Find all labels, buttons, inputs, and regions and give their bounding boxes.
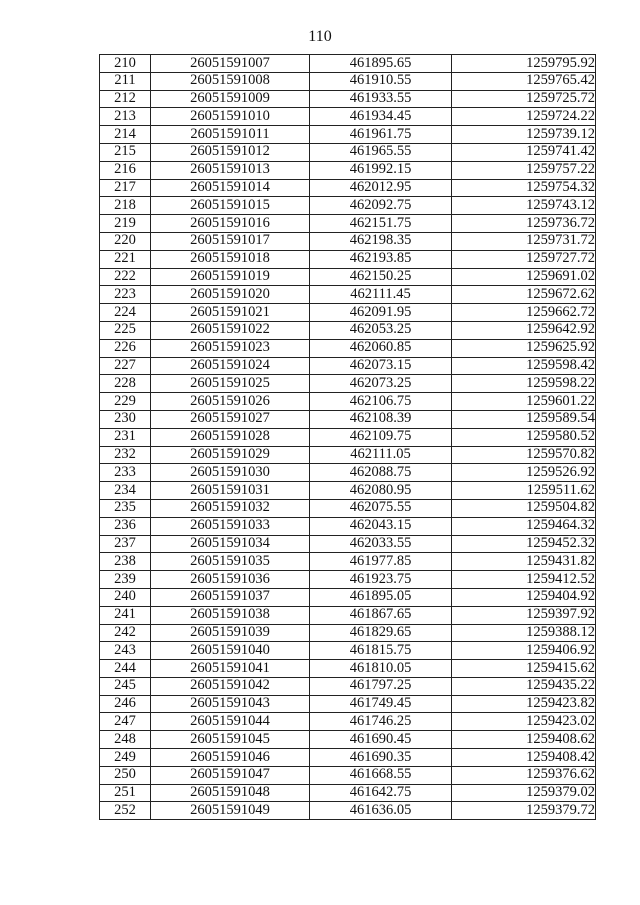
- y-coordinate-cell: 1259379.72: [452, 802, 596, 820]
- table-row: [100, 108, 596, 126]
- row-number-cell: 215: [100, 143, 151, 161]
- point-id-cell: 26051591015: [151, 197, 310, 215]
- x-coordinate-cell: 461690.45: [310, 731, 452, 749]
- table-row: [100, 802, 596, 820]
- table-row: [100, 713, 596, 731]
- y-coordinate-cell: 1259580.52: [452, 428, 596, 446]
- y-coordinate-cell: 1259625.92: [452, 339, 596, 357]
- table-row: [100, 126, 596, 144]
- table-row: [100, 571, 596, 589]
- x-coordinate-cell: 461815.75: [310, 642, 452, 660]
- table-row: [100, 695, 596, 713]
- x-coordinate-cell: 462111.05: [310, 446, 452, 464]
- point-id-cell: 26051591037: [151, 588, 310, 606]
- x-coordinate-cell: 461810.05: [310, 660, 452, 678]
- point-id-cell: 26051591039: [151, 624, 310, 642]
- x-coordinate-cell: 462088.75: [310, 464, 452, 482]
- table-row: [100, 268, 596, 286]
- row-number-cell: 217: [100, 179, 151, 197]
- table-row: [100, 339, 596, 357]
- point-id-cell: 26051591038: [151, 606, 310, 624]
- y-coordinate-cell: 1259435.22: [452, 677, 596, 695]
- point-id-cell: 26051591047: [151, 766, 310, 784]
- point-id-cell: 26051591030: [151, 464, 310, 482]
- point-id-cell: 26051591029: [151, 446, 310, 464]
- point-id-cell: 26051591013: [151, 161, 310, 179]
- row-number-cell: 248: [100, 731, 151, 749]
- y-coordinate-cell: 1259662.72: [452, 304, 596, 322]
- point-id-cell: 26051591033: [151, 517, 310, 535]
- row-number-cell: 227: [100, 357, 151, 375]
- point-id-cell: 26051591022: [151, 321, 310, 339]
- x-coordinate-cell: 462193.85: [310, 250, 452, 268]
- y-coordinate-cell: 1259376.62: [452, 766, 596, 784]
- y-coordinate-cell: 1259504.82: [452, 499, 596, 517]
- x-coordinate-cell: 461749.45: [310, 695, 452, 713]
- row-number-cell: 237: [100, 535, 151, 553]
- table-row: [100, 250, 596, 268]
- row-number-cell: 220: [100, 232, 151, 250]
- point-id-cell: 26051591007: [151, 55, 310, 73]
- point-id-cell: 26051591027: [151, 410, 310, 428]
- point-id-cell: 26051591035: [151, 553, 310, 571]
- row-number-cell: 223: [100, 286, 151, 304]
- y-coordinate-cell: 1259727.72: [452, 250, 596, 268]
- x-coordinate-cell: 461636.05: [310, 802, 452, 820]
- table-row: [100, 357, 596, 375]
- x-coordinate-cell: 462198.35: [310, 232, 452, 250]
- y-coordinate-cell: 1259598.22: [452, 375, 596, 393]
- x-coordinate-cell: 461965.55: [310, 143, 452, 161]
- x-coordinate-cell: 462012.95: [310, 179, 452, 197]
- row-number-cell: 243: [100, 642, 151, 660]
- row-number-cell: 224: [100, 304, 151, 322]
- table-row: [100, 606, 596, 624]
- y-coordinate-cell: 1259739.12: [452, 126, 596, 144]
- y-coordinate-cell: 1259464.32: [452, 517, 596, 535]
- y-coordinate-cell: 1259765.42: [452, 72, 596, 90]
- point-id-cell: 26051591036: [151, 571, 310, 589]
- table-row: [100, 588, 596, 606]
- table-row: [100, 624, 596, 642]
- y-coordinate-cell: 1259642.92: [452, 321, 596, 339]
- x-coordinate-cell: 461797.25: [310, 677, 452, 695]
- x-coordinate-cell: 462092.75: [310, 197, 452, 215]
- y-coordinate-cell: 1259795.92: [452, 55, 596, 73]
- table-row: [100, 410, 596, 428]
- table-row: [100, 553, 596, 571]
- y-coordinate-cell: 1259406.92: [452, 642, 596, 660]
- row-number-cell: 233: [100, 464, 151, 482]
- row-number-cell: 230: [100, 410, 151, 428]
- table-row: [100, 143, 596, 161]
- y-coordinate-cell: 1259408.42: [452, 749, 596, 767]
- x-coordinate-cell: 462150.25: [310, 268, 452, 286]
- table-row: [100, 428, 596, 446]
- y-coordinate-cell: 1259379.02: [452, 784, 596, 802]
- point-id-cell: 26051591023: [151, 339, 310, 357]
- x-coordinate-cell: 461746.25: [310, 713, 452, 731]
- point-id-cell: 26051591028: [151, 428, 310, 446]
- table-row: [100, 161, 596, 179]
- x-coordinate-cell: 462109.75: [310, 428, 452, 446]
- point-id-cell: 26051591042: [151, 677, 310, 695]
- row-number-cell: 218: [100, 197, 151, 215]
- point-id-cell: 26051591014: [151, 179, 310, 197]
- y-coordinate-cell: 1259757.22: [452, 161, 596, 179]
- x-coordinate-cell: 461829.65: [310, 624, 452, 642]
- x-coordinate-cell: 462053.25: [310, 321, 452, 339]
- table-row: [100, 784, 596, 802]
- table-row: [100, 446, 596, 464]
- table-row: [100, 464, 596, 482]
- point-id-cell: 26051591009: [151, 90, 310, 108]
- table-row: [100, 766, 596, 784]
- table-row: [100, 482, 596, 500]
- table-row: [100, 72, 596, 90]
- y-coordinate-cell: 1259404.92: [452, 588, 596, 606]
- point-id-cell: 26051591041: [151, 660, 310, 678]
- y-coordinate-cell: 1259672.62: [452, 286, 596, 304]
- x-coordinate-cell: 461992.15: [310, 161, 452, 179]
- table-body: [100, 55, 596, 820]
- point-id-cell: 26051591018: [151, 250, 310, 268]
- point-id-cell: 26051591045: [151, 731, 310, 749]
- row-number-cell: 252: [100, 802, 151, 820]
- x-coordinate-cell: 461867.65: [310, 606, 452, 624]
- coordinates-table: [99, 54, 596, 820]
- row-number-cell: 229: [100, 393, 151, 411]
- x-coordinate-cell: 462073.25: [310, 375, 452, 393]
- point-id-cell: 26051591020: [151, 286, 310, 304]
- x-coordinate-cell: 461977.85: [310, 553, 452, 571]
- x-coordinate-cell: 462075.55: [310, 499, 452, 517]
- table-row: [100, 499, 596, 517]
- x-coordinate-cell: 461961.75: [310, 126, 452, 144]
- row-number-cell: 240: [100, 588, 151, 606]
- row-number-cell: 225: [100, 321, 151, 339]
- x-coordinate-cell: 462073.15: [310, 357, 452, 375]
- row-number-cell: 239: [100, 571, 151, 589]
- row-number-cell: 231: [100, 428, 151, 446]
- table-row: [100, 304, 596, 322]
- point-id-cell: 26051591017: [151, 232, 310, 250]
- point-id-cell: 26051591010: [151, 108, 310, 126]
- row-number-cell: 242: [100, 624, 151, 642]
- x-coordinate-cell: 462151.75: [310, 215, 452, 233]
- x-coordinate-cell: 461642.75: [310, 784, 452, 802]
- row-number-cell: 241: [100, 606, 151, 624]
- x-coordinate-cell: 462080.95: [310, 482, 452, 500]
- page-number: 110: [308, 28, 332, 45]
- point-id-cell: 26051591012: [151, 143, 310, 161]
- y-coordinate-cell: 1259754.32: [452, 179, 596, 197]
- row-number-cell: 235: [100, 499, 151, 517]
- table-row: [100, 677, 596, 695]
- row-number-cell: 246: [100, 695, 151, 713]
- table-row: [100, 321, 596, 339]
- point-id-cell: 26051591046: [151, 749, 310, 767]
- row-number-cell: 245: [100, 677, 151, 695]
- table-row: [100, 642, 596, 660]
- y-coordinate-cell: 1259511.62: [452, 482, 596, 500]
- x-coordinate-cell: 462033.55: [310, 535, 452, 553]
- x-coordinate-cell: 461933.55: [310, 90, 452, 108]
- y-coordinate-cell: 1259743.12: [452, 197, 596, 215]
- point-id-cell: 26051591019: [151, 268, 310, 286]
- point-id-cell: 26051591049: [151, 802, 310, 820]
- x-coordinate-cell: 461923.75: [310, 571, 452, 589]
- point-id-cell: 26051591026: [151, 393, 310, 411]
- row-number-cell: 221: [100, 250, 151, 268]
- table-row: [100, 535, 596, 553]
- row-number-cell: 216: [100, 161, 151, 179]
- y-coordinate-cell: 1259412.52: [452, 571, 596, 589]
- point-id-cell: 26051591032: [151, 499, 310, 517]
- y-coordinate-cell: 1259423.02: [452, 713, 596, 731]
- y-coordinate-cell: 1259731.72: [452, 232, 596, 250]
- x-coordinate-cell: 462111.45: [310, 286, 452, 304]
- point-id-cell: 26051591048: [151, 784, 310, 802]
- table-row: [100, 197, 596, 215]
- y-coordinate-cell: 1259408.62: [452, 731, 596, 749]
- table-row: [100, 232, 596, 250]
- row-number-cell: 247: [100, 713, 151, 731]
- point-id-cell: 26051591034: [151, 535, 310, 553]
- table-row: [100, 90, 596, 108]
- y-coordinate-cell: 1259570.82: [452, 446, 596, 464]
- table-row: [100, 55, 596, 73]
- row-number-cell: 234: [100, 482, 151, 500]
- point-id-cell: 26051591016: [151, 215, 310, 233]
- x-coordinate-cell: 462091.95: [310, 304, 452, 322]
- table-row: [100, 393, 596, 411]
- table-row: [100, 660, 596, 678]
- point-id-cell: 26051591024: [151, 357, 310, 375]
- y-coordinate-cell: 1259724.22: [452, 108, 596, 126]
- row-number-cell: 251: [100, 784, 151, 802]
- row-number-cell: 226: [100, 339, 151, 357]
- point-id-cell: 26051591044: [151, 713, 310, 731]
- y-coordinate-cell: 1259431.82: [452, 553, 596, 571]
- x-coordinate-cell: 462060.85: [310, 339, 452, 357]
- x-coordinate-cell: 461895.65: [310, 55, 452, 73]
- point-id-cell: 26051591008: [151, 72, 310, 90]
- x-coordinate-cell: 461934.45: [310, 108, 452, 126]
- table-row: [100, 731, 596, 749]
- x-coordinate-cell: 461668.55: [310, 766, 452, 784]
- x-coordinate-cell: 461910.55: [310, 72, 452, 90]
- point-id-cell: 26051591043: [151, 695, 310, 713]
- x-coordinate-cell: 462108.39: [310, 410, 452, 428]
- row-number-cell: 244: [100, 660, 151, 678]
- y-coordinate-cell: 1259691.02: [452, 268, 596, 286]
- y-coordinate-cell: 1259423.82: [452, 695, 596, 713]
- table-row: [100, 215, 596, 233]
- table-row: [100, 286, 596, 304]
- row-number-cell: 210: [100, 55, 151, 73]
- point-id-cell: 26051591031: [151, 482, 310, 500]
- x-coordinate-cell: 462106.75: [310, 393, 452, 411]
- row-number-cell: 249: [100, 749, 151, 767]
- point-id-cell: 26051591011: [151, 126, 310, 144]
- x-coordinate-cell: 462043.15: [310, 517, 452, 535]
- y-coordinate-cell: 1259388.12: [452, 624, 596, 642]
- y-coordinate-cell: 1259397.92: [452, 606, 596, 624]
- row-number-cell: 238: [100, 553, 151, 571]
- table-row: [100, 749, 596, 767]
- row-number-cell: 212: [100, 90, 151, 108]
- y-coordinate-cell: 1259741.42: [452, 143, 596, 161]
- row-number-cell: 211: [100, 72, 151, 90]
- y-coordinate-cell: 1259725.72: [452, 90, 596, 108]
- row-number-cell: 250: [100, 766, 151, 784]
- row-number-cell: 236: [100, 517, 151, 535]
- y-coordinate-cell: 1259526.92: [452, 464, 596, 482]
- point-id-cell: 26051591021: [151, 304, 310, 322]
- y-coordinate-cell: 1259736.72: [452, 215, 596, 233]
- row-number-cell: 222: [100, 268, 151, 286]
- x-coordinate-cell: 461690.35: [310, 749, 452, 767]
- table-row: [100, 179, 596, 197]
- y-coordinate-cell: 1259452.32: [452, 535, 596, 553]
- row-number-cell: 214: [100, 126, 151, 144]
- row-number-cell: 213: [100, 108, 151, 126]
- x-coordinate-cell: 461895.05: [310, 588, 452, 606]
- row-number-cell: 219: [100, 215, 151, 233]
- y-coordinate-cell: 1259598.42: [452, 357, 596, 375]
- point-id-cell: 26051591025: [151, 375, 310, 393]
- table-row: [100, 375, 596, 393]
- row-number-cell: 228: [100, 375, 151, 393]
- y-coordinate-cell: 1259601.22: [452, 393, 596, 411]
- point-id-cell: 26051591040: [151, 642, 310, 660]
- y-coordinate-cell: 1259589.54: [452, 410, 596, 428]
- y-coordinate-cell: 1259415.62: [452, 660, 596, 678]
- row-number-cell: 232: [100, 446, 151, 464]
- table-row: [100, 517, 596, 535]
